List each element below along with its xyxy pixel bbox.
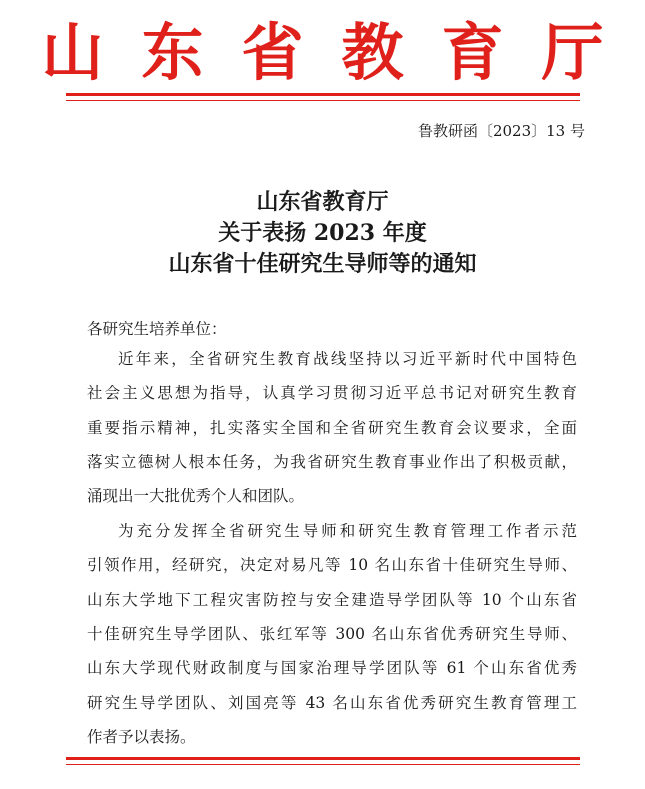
letterhead-rule-thick	[66, 93, 580, 96]
paragraph-line: 近年来，全省研究生教育战线坚持以习近平新时代中国特色	[118, 350, 577, 368]
paragraph-line: 社会主义思想为指导，认真学习贯彻习近平总书记对研究生教育	[87, 384, 577, 402]
paragraph-line: 涌现出一大批优秀个人和团队。	[87, 487, 305, 505]
paragraph-line: 研究生导学团队、刘国亮等 43 名山东省优秀研究生教育管理工	[87, 694, 577, 712]
notice-title-line-2: 关于表扬 2023 年度	[218, 220, 427, 246]
paragraph-line: 山东大学现代财政制度与国家治理导学团队等 61 个山东省优秀	[87, 659, 577, 677]
footer-rule-thin	[66, 764, 580, 765]
letterhead-rule-thin	[66, 100, 580, 101]
paragraph-line: 落实立德树人根本任务，为我省研究生教育事业作出了积极贡献，	[87, 453, 577, 471]
letterhead-title: 山东省教育厅	[41, 16, 642, 89]
document-number: 鲁教研函〔2023〕13 号	[417, 122, 585, 140]
paragraph-line: 引领作用，经研究，决定对易凡等 10 名山东省十佳研究生导师、	[87, 556, 577, 574]
paragraph-line: 作者予以表扬。	[87, 728, 196, 746]
paragraph-line: 重要指示精神，扎实落实全国和全省研究生教育会议要求，全面	[87, 419, 577, 437]
paragraph-line: 为充分发挥全省研究生导师和研究生教育管理工作者示范	[118, 522, 577, 540]
paragraph-line: 山东大学地下工程灾害防控与安全建造导学团队等 10 个山东省	[87, 591, 577, 609]
footer-rule-thick	[66, 757, 580, 760]
notice-title-line-3: 山东省十佳研究生导师等的通知	[168, 251, 477, 277]
salutation: 各研究生培养单位：	[87, 320, 227, 338]
paragraph-line: 十佳研究生导学团队、张红军等 300 名山东省优秀研究生导师、	[87, 625, 577, 643]
notice-title-line-1: 山东省教育厅	[256, 189, 389, 215]
